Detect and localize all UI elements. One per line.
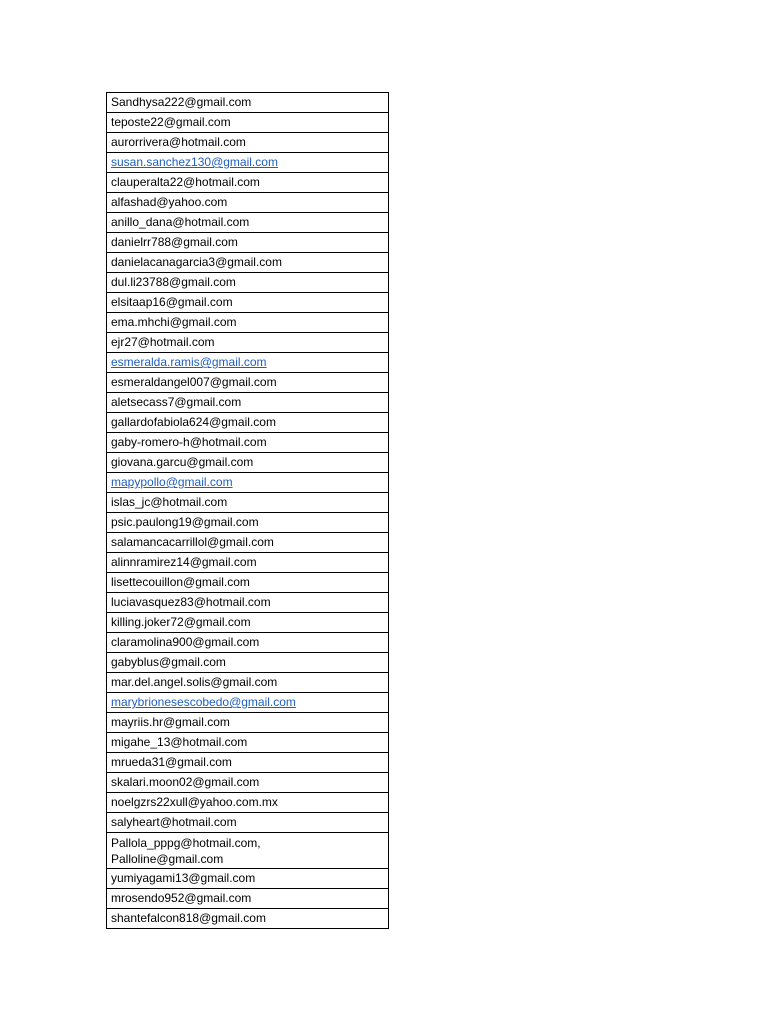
- email-text: yumiyagami13@gmail.com: [111, 871, 256, 885]
- email-text: aurorrivera@hotmail.com: [111, 135, 246, 149]
- email-text: ejr27@hotmail.com: [111, 335, 215, 349]
- email-text: shantefalcon818@gmail.com: [111, 911, 266, 925]
- email-text: skalari.moon02@gmail.com: [111, 775, 260, 789]
- email-cell: [107, 233, 389, 253]
- email-cell: [107, 793, 389, 813]
- email-cell: [107, 613, 389, 633]
- email-text: lisettecouillon@gmail.com: [111, 575, 250, 589]
- email-cell: [107, 273, 389, 293]
- table-row: [107, 533, 389, 553]
- table-row: [107, 833, 389, 869]
- table-row: [107, 573, 389, 593]
- email-text: anillo_dana@hotmail.com: [111, 215, 250, 229]
- email-cell: [107, 153, 389, 173]
- email-text: Palloline@gmail.com: [111, 851, 224, 866]
- table-row: [107, 393, 389, 413]
- email-cell: [107, 693, 389, 713]
- email-table: [106, 92, 389, 929]
- table-row: [107, 793, 389, 813]
- table-row: [107, 693, 389, 713]
- table-row: [107, 653, 389, 673]
- email-text: noelgzrs22xull@yahoo.com.mx: [111, 795, 278, 809]
- email-cell: [107, 113, 389, 133]
- email-cell: [107, 333, 389, 353]
- table-row: [107, 333, 389, 353]
- email-cell: [107, 393, 389, 413]
- email-text: salamancacarrillol@gmail.com: [111, 535, 274, 549]
- email-cell: [107, 353, 389, 373]
- email-text: Pallola_pppg@hotmail.com,: [111, 835, 261, 850]
- email-cell: [107, 713, 389, 733]
- email-cell: [107, 493, 389, 513]
- email-text: killing.joker72@gmail.com: [111, 615, 251, 629]
- email-cell: [107, 193, 389, 213]
- email-cell: [107, 593, 389, 613]
- email-text: giovana.garcu@gmail.com: [111, 455, 254, 469]
- table-row: [107, 273, 389, 293]
- email-text: gabyblus@gmail.com: [111, 655, 226, 669]
- email-cell: [107, 293, 389, 313]
- email-text: clauperalta22@hotmail.com: [111, 175, 260, 189]
- email-cell: [107, 533, 389, 553]
- table-row: [107, 613, 389, 633]
- email-table-body: [107, 93, 389, 929]
- email-link[interactable]: marybrionesescobedo@gmail.com: [111, 695, 296, 709]
- email-cell: [107, 253, 389, 273]
- table-row: [107, 773, 389, 793]
- email-text: salyheart@hotmail.com: [111, 815, 237, 829]
- email-text: teposte22@gmail.com: [111, 115, 231, 129]
- table-row: [107, 493, 389, 513]
- email-cell: [107, 213, 389, 233]
- email-text: aletsecass7@gmail.com: [111, 395, 242, 409]
- email-link[interactable]: mapypollo@gmail.com: [111, 475, 233, 489]
- email-cell: [107, 173, 389, 193]
- email-text: danielacanagarcia3@gmail.com: [111, 255, 282, 269]
- email-cell: [107, 453, 389, 473]
- table-row: [107, 413, 389, 433]
- table-row: [107, 173, 389, 193]
- table-row: [107, 233, 389, 253]
- email-text: mayriis.hr@gmail.com: [111, 715, 230, 729]
- email-text: luciavasquez83@hotmail.com: [111, 595, 271, 609]
- table-row: [107, 373, 389, 393]
- email-text: psic.paulong19@gmail.com: [111, 515, 259, 529]
- email-cell: [107, 889, 389, 909]
- email-text: mrosendo952@gmail.com: [111, 891, 252, 905]
- email-text: alfashad@yahoo.com: [111, 195, 228, 209]
- email-text: elsitaap16@gmail.com: [111, 295, 233, 309]
- email-cell: [107, 673, 389, 693]
- table-row: [107, 889, 389, 909]
- table-row: [107, 453, 389, 473]
- email-cell: [107, 413, 389, 433]
- table-row: [107, 633, 389, 653]
- email-cell: [107, 653, 389, 673]
- email-cell: [107, 909, 389, 929]
- email-link[interactable]: esmeralda.ramis@gmail.com: [111, 355, 267, 369]
- table-row: [107, 253, 389, 273]
- email-text: gaby-romero-h@hotmail.com: [111, 435, 267, 449]
- email-cell: [107, 773, 389, 793]
- table-row: [107, 813, 389, 833]
- email-text: Sandhysa222@gmail.com: [111, 95, 252, 109]
- email-text: mar.del.angel.solis@gmail.com: [111, 675, 278, 689]
- email-cell: [107, 733, 389, 753]
- email-cell: [107, 93, 389, 113]
- table-row: [107, 133, 389, 153]
- table-row: [107, 313, 389, 333]
- email-cell: [107, 813, 389, 833]
- table-row: [107, 213, 389, 233]
- table-row: [107, 153, 389, 173]
- table-row: [107, 753, 389, 773]
- table-row: [107, 673, 389, 693]
- email-text: danielrr788@gmail.com: [111, 235, 238, 249]
- email-text: islas_jc@hotmail.com: [111, 495, 228, 509]
- table-row: [107, 93, 389, 113]
- email-cell: [107, 553, 389, 573]
- email-text: ema.mhchi@gmail.com: [111, 315, 237, 329]
- email-cell: [107, 373, 389, 393]
- email-text: gallardofabiola624@gmail.com: [111, 415, 276, 429]
- email-cell: [107, 833, 389, 869]
- email-text: dul.li23788@gmail.com: [111, 275, 236, 289]
- table-row: [107, 713, 389, 733]
- email-cell: [107, 633, 389, 653]
- table-row: [107, 553, 389, 573]
- email-cell: [107, 513, 389, 533]
- email-text: esmeraldangel007@gmail.com: [111, 375, 277, 389]
- table-row: [107, 733, 389, 753]
- email-cell: [107, 573, 389, 593]
- email-cell: [107, 753, 389, 773]
- email-text: mrueda31@gmail.com: [111, 755, 232, 769]
- table-row: [107, 513, 389, 533]
- email-cell: [107, 433, 389, 453]
- email-text: claramolina900@gmail.com: [111, 635, 260, 649]
- email-cell: [107, 313, 389, 333]
- table-row: [107, 909, 389, 929]
- table-row: [107, 473, 389, 493]
- table-row: [107, 193, 389, 213]
- email-text: alinnramirez14@gmail.com: [111, 555, 257, 569]
- table-row: [107, 433, 389, 453]
- table-row: [107, 869, 389, 889]
- email-cell: [107, 473, 389, 493]
- table-row: [107, 113, 389, 133]
- email-cell: [107, 133, 389, 153]
- email-link[interactable]: susan.sanchez130@gmail.com: [111, 155, 278, 169]
- table-row: [107, 293, 389, 313]
- email-text: migahe_13@hotmail.com: [111, 735, 248, 749]
- email-cell: [107, 869, 389, 889]
- table-row: [107, 353, 389, 373]
- table-row: [107, 593, 389, 613]
